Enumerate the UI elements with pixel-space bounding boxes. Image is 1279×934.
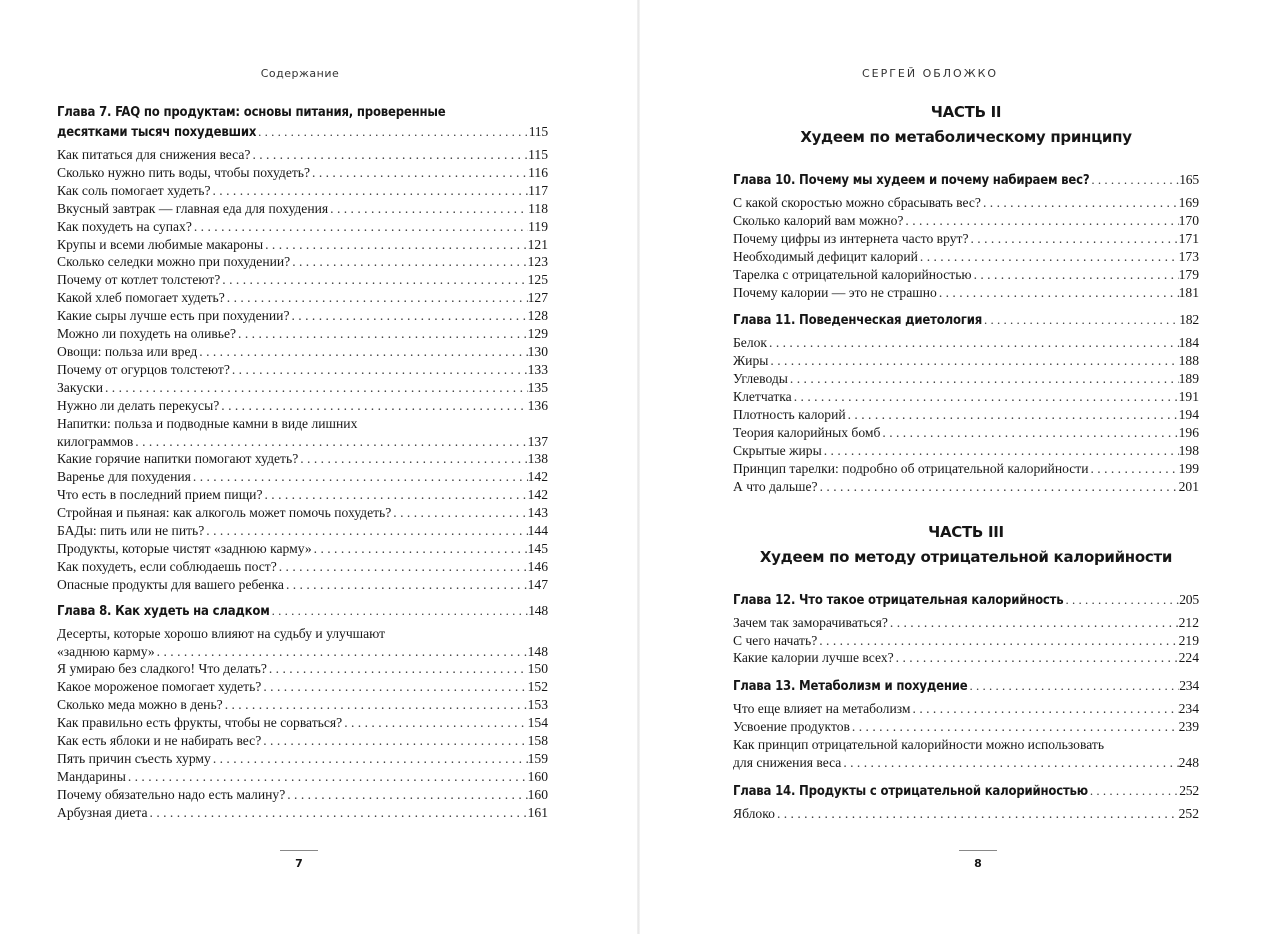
page-number: 252 (1178, 805, 1199, 821)
page-number: 118 (528, 200, 548, 216)
dot-leader (223, 696, 528, 714)
dot-leader (982, 310, 1179, 329)
page-number: 133 (527, 361, 548, 377)
toc-entry-title: Стройная и пьяная: как алкоголь может помочь похудеть? (57, 505, 392, 521)
toc-entry-title: Теория калорийных бомб (733, 424, 881, 440)
toc-entry[interactable] (57, 714, 548, 732)
page-number: 182 (1179, 312, 1199, 328)
dot-leader (967, 676, 1179, 695)
toc-entry-title: Вкусный завтрак — главная еда для похудения (57, 200, 329, 216)
toc-entry[interactable] (57, 236, 548, 254)
toc-entry[interactable] (733, 406, 1199, 424)
right-page (640, 0, 1279, 934)
dot-leader (261, 732, 527, 750)
toc-entry-title: Тарелка с отрицательной калорийностью (733, 266, 972, 282)
page-number: 159 (527, 751, 548, 766)
toc-entry[interactable] (733, 805, 1199, 823)
page-number: 224 (1178, 650, 1199, 666)
chapter-7-entries (57, 146, 548, 415)
dot-leader (290, 253, 527, 271)
toc-entry-title: Почему калории — это не страшно (733, 284, 937, 300)
toc-entry[interactable] (57, 433, 548, 451)
toc-entry-title: Сколько калорий вам можно? (733, 212, 904, 228)
toc-entry-title: Нужно ли делать перекусы? (57, 397, 220, 413)
page-number: 116 (528, 164, 548, 180)
toc-entry-title: Белок (733, 335, 768, 351)
page-number: 152 (527, 679, 548, 695)
dot-leader (918, 248, 1179, 266)
dot-leader (261, 678, 527, 696)
folio-number: 7 (295, 857, 303, 870)
toc-entry[interactable] (57, 325, 548, 343)
toc-entry-title: Можно ли похудеть на оливье? (57, 326, 237, 342)
chapter-7-entries-continued (57, 450, 548, 593)
page-number: 115 (528, 124, 548, 139)
toc-entry[interactable] (57, 504, 548, 522)
toc-entry[interactable] (57, 253, 548, 271)
toc-entry-title: Почему от огурцов толстеют? (57, 361, 230, 377)
toc-entry[interactable] (733, 478, 1199, 496)
page-number: 138 (527, 451, 548, 467)
dot-leader (310, 164, 528, 182)
toc-entry[interactable] (57, 732, 548, 750)
toc-entry[interactable] (733, 212, 1199, 230)
dot-leader (981, 194, 1179, 212)
dot-leader (211, 750, 528, 768)
dot-leader (211, 182, 529, 200)
page-number: 170 (1178, 212, 1199, 228)
chapter-title-line: Глава 7. FAQ по продуктам: основы питания, проверенные (57, 105, 446, 120)
chapter-title: Глава 10. Почему мы худеем и почему набираем вес? (733, 173, 1090, 188)
toc-entry[interactable] (733, 266, 1199, 284)
toc-entry-title: Закуски (57, 379, 103, 395)
toc-entry-title: Как правильно есть фрукты, чтобы не сорваться? (57, 715, 343, 731)
toc-entry-title: Какой хлеб помогает худеть? (57, 290, 225, 306)
dot-leader (903, 212, 1178, 230)
page-number: 128 (527, 308, 548, 324)
toc-entry[interactable] (57, 182, 548, 200)
chapter-title: Глава 11. Поведенческая диетология (733, 313, 982, 329)
dot-leader (937, 284, 1179, 302)
page-number: 165 (1179, 172, 1199, 187)
toc-entry[interactable] (733, 284, 1199, 302)
dot-leader (391, 504, 527, 522)
page-number: 137 (527, 433, 548, 449)
page-number: 239 (1178, 719, 1199, 735)
page-number: 219 (1178, 632, 1199, 648)
folio-number: 8 (974, 857, 982, 870)
page-number-footer (269, 850, 329, 870)
page-number: 201 (1178, 478, 1199, 494)
dot-leader (230, 361, 528, 379)
toc-entry-title: килограммов (57, 433, 134, 449)
dot-leader (775, 805, 1179, 823)
page-number: 145 (527, 540, 548, 556)
toc-entry-title: Как похудеть на супах? (57, 218, 192, 234)
toc-entry-title: Зачем так заморачиваться? (733, 614, 888, 630)
toc-entry-title: Яблоко (733, 805, 775, 821)
toc-entry-title: Что есть в последний прием пищи? (57, 487, 263, 503)
toc-entry-title: Арбузная диета (57, 804, 148, 820)
page-number: 135 (527, 379, 548, 395)
dot-leader (846, 406, 1179, 424)
toc-entry[interactable] (733, 754, 1199, 772)
page-number: 179 (1178, 266, 1199, 282)
chapter-13-heading[interactable] (733, 676, 1199, 696)
page-number: 234 (1178, 701, 1199, 717)
dot-leader (256, 122, 529, 141)
toc-entry[interactable] (57, 218, 548, 236)
toc-entry-title: Мандарины (57, 768, 126, 784)
toc-entry[interactable] (57, 289, 548, 307)
folio-rule (280, 850, 318, 851)
dot-leader (250, 146, 528, 164)
toc-entry[interactable] (733, 248, 1199, 266)
dot-leader (818, 478, 1179, 496)
chapter-13-entries (733, 700, 1199, 736)
toc-entry-title: для снижения веса (733, 755, 842, 771)
toc-right (733, 100, 1199, 823)
part-label: ЧАСТЬ III (928, 522, 1004, 541)
toc-entry-title: Усвоение продуктов (733, 719, 850, 735)
dot-leader (267, 660, 528, 678)
toc-entry-title[interactable]: Как принцип отрицательной калорийности можно использовать (733, 737, 1105, 753)
page-number: 160 (527, 768, 548, 784)
page-number: 198 (1178, 442, 1199, 458)
dot-leader (284, 576, 528, 594)
dot-leader (126, 768, 528, 786)
dot-leader (1088, 460, 1178, 478)
page-number: 127 (527, 290, 548, 306)
page-number: 161 (527, 804, 548, 820)
toc-entry-title: Клетчатка (733, 389, 792, 405)
toc-entry[interactable] (57, 750, 548, 768)
toc-entry[interactable] (57, 271, 548, 289)
page-number: 205 (1179, 591, 1199, 607)
page-number: 130 (527, 343, 548, 359)
dot-leader (204, 522, 527, 540)
toc-entry-title: Скрытые жиры (733, 442, 822, 458)
toc-entry[interactable] (733, 424, 1199, 442)
toc-entry[interactable] (733, 334, 1199, 352)
toc-entry-title: БАДы: пить или не пить? (57, 523, 205, 539)
part-title: Худеем по методу отрицательной калорийности (759, 547, 1173, 566)
page-number: 142 (527, 487, 548, 503)
part-title: Худеем по метаболическому принципу (800, 128, 1132, 146)
toc-entry[interactable] (57, 643, 548, 661)
chapter-title: Глава 12. Что такое отрицательная калорийность (733, 592, 1064, 608)
dot-leader (792, 388, 1179, 406)
toc-entry[interactable] (57, 522, 548, 540)
page-number: 136 (527, 397, 548, 413)
toc-entry-title: С какой скоростью можно сбрасывать вес? (733, 195, 981, 210)
toc-entry-title: Как соль помогает худеть? (57, 182, 211, 198)
toc-entry[interactable] (733, 370, 1199, 388)
dot-leader (788, 370, 1179, 388)
page-number: 181 (1178, 284, 1199, 300)
toc-entry-title: Жиры (733, 353, 769, 369)
dot-leader (880, 424, 1178, 442)
part-label: ЧАСТЬ II (930, 103, 1002, 121)
toc-entry-title: Я умираю без сладкого! Что делать? (57, 661, 267, 677)
dot-leader (822, 442, 1179, 460)
page-number: 146 (527, 558, 548, 574)
dot-leader (219, 397, 527, 415)
toc-entry[interactable] (57, 696, 548, 714)
toc-entry[interactable] (733, 460, 1199, 478)
page-number: 173 (1178, 248, 1199, 264)
dot-leader (768, 352, 1178, 370)
toc-entry-title: Какие горячие напитки помогают худеть? (57, 451, 299, 467)
page-number: 194 (1178, 407, 1199, 423)
toc-entry-title: Почему цифры из интернета часто врут? (733, 230, 969, 246)
page-number: 123 (527, 254, 548, 270)
dot-leader (1088, 781, 1179, 800)
toc-entry-title: Углеводы (733, 371, 788, 387)
toc-entry[interactable] (733, 230, 1199, 248)
page-number: 121 (527, 236, 548, 252)
page-number: 142 (527, 469, 548, 485)
toc-entry[interactable] (57, 678, 548, 696)
dot-leader (148, 804, 528, 822)
page-number: 169 (1178, 195, 1199, 210)
toc-entry[interactable] (733, 649, 1199, 667)
dot-leader (290, 307, 528, 325)
toc-entry-title: Как похудеть, если соблюдаешь пост? (57, 558, 277, 574)
toc-entry-title: Что еще влияет на метаболизм (733, 701, 911, 717)
toc-entry[interactable] (57, 768, 548, 786)
page-number: 160 (527, 786, 548, 802)
chapter-10-entries (733, 194, 1199, 301)
folio-rule (959, 850, 997, 851)
toc-entry[interactable] (57, 450, 548, 468)
dot-leader (285, 786, 527, 804)
toc-entry-title: Крупы и всеми любимые макароны (57, 236, 264, 252)
chapter-title: Глава 8. Как худеть на сладком (57, 603, 270, 619)
page-number: 129 (527, 326, 548, 342)
toc-entry-title: Пять причин съесть хурму (57, 751, 211, 766)
page-number: 189 (1178, 371, 1199, 387)
toc-entry[interactable] (57, 468, 548, 486)
dot-leader (767, 334, 1179, 352)
dot-leader (263, 236, 528, 254)
dot-leader (312, 540, 528, 558)
toc-entry[interactable] (733, 442, 1199, 460)
page-number: 191 (1178, 389, 1199, 405)
page-number: 154 (527, 715, 548, 731)
chapter-7-heading[interactable] (57, 103, 548, 142)
page-number: 199 (1178, 460, 1199, 476)
dot-leader (197, 343, 527, 361)
toc-entry-title: Какое мороженое помогает худеть? (57, 679, 262, 695)
page-number: 148 (528, 602, 548, 618)
toc-entry[interactable] (57, 576, 548, 594)
dot-leader (1089, 170, 1179, 189)
page-number: 252 (1179, 782, 1199, 798)
toc-entry[interactable] (733, 388, 1199, 406)
toc-entry-title: Опасные продукты для вашего ребенка (57, 576, 284, 592)
toc-entry[interactable] (57, 164, 548, 182)
chapter-10-heading[interactable] (733, 170, 1199, 190)
page-number: 143 (527, 505, 548, 521)
toc-entry-title[interactable]: Напитки: польза и подводные камни в виде лишних (57, 415, 358, 431)
dot-leader (911, 700, 1179, 718)
dot-leader (191, 468, 528, 486)
chapter-8-heading[interactable] (57, 601, 548, 621)
dot-leader (328, 200, 528, 218)
page-number: 184 (1178, 335, 1199, 351)
page-number: 148 (527, 643, 548, 659)
chapter-14-entries (733, 805, 1199, 823)
toc-entry[interactable] (57, 200, 548, 218)
page-number: 119 (528, 218, 548, 234)
page-number: 115 (528, 147, 548, 162)
dot-leader (298, 450, 527, 468)
dot-leader (1063, 590, 1179, 609)
dot-leader (133, 433, 527, 451)
dot-leader (972, 266, 1179, 284)
toc-entry[interactable] (57, 786, 548, 804)
toc-entry-title: Почему от котлет толстеют? (57, 272, 221, 288)
toc-entry-title: Варенье для похудения (57, 469, 191, 485)
dot-leader (103, 379, 528, 397)
left-page (0, 0, 639, 934)
page-number-footer (948, 850, 1008, 870)
part-2-heading (733, 100, 1199, 150)
chapter-title-line: десятками тысяч похудевших (57, 125, 257, 140)
toc-entry-title: Продукты, которые чистят «заднюю карму» (57, 540, 312, 556)
toc-entry[interactable] (57, 379, 548, 397)
chapter-11-heading[interactable] (733, 310, 1199, 330)
toc-entry-title: Сколько нужно пить воды, чтобы похудеть? (57, 164, 311, 180)
toc-entry[interactable] (57, 307, 548, 325)
dot-leader (817, 632, 1178, 650)
chapter-14-heading[interactable] (733, 781, 1199, 801)
toc-entry[interactable] (57, 804, 548, 822)
dot-leader (155, 643, 528, 661)
toc-entry[interactable] (57, 343, 548, 361)
page-number: 171 (1178, 230, 1199, 246)
part-3-heading (733, 520, 1199, 570)
page-number: 117 (528, 182, 548, 198)
page-number: 234 (1179, 678, 1199, 694)
toc-entry[interactable] (57, 361, 548, 379)
toc-entry[interactable] (733, 700, 1199, 718)
dot-leader (225, 289, 528, 307)
toc-entry-title: С чего начать? (733, 632, 818, 648)
chapter-11-entries (733, 334, 1199, 495)
page-number: 188 (1178, 353, 1199, 369)
page-number: 147 (527, 576, 548, 592)
dot-leader (342, 714, 527, 732)
toc-entry[interactable] (57, 486, 548, 504)
dot-leader (894, 649, 1179, 667)
chapter-8-entries (57, 660, 548, 821)
chapter-12-heading[interactable] (733, 590, 1199, 610)
dot-leader (220, 271, 527, 289)
toc-entry-title: Плотность калорий (733, 407, 846, 423)
toc-entry[interactable] (57, 558, 548, 576)
toc-entry-title: Принцип тарелки: подробно об отрицательной калорийности (733, 460, 1089, 476)
dot-leader (277, 558, 528, 576)
dot-leader (888, 614, 1179, 632)
toc-entry[interactable] (733, 718, 1199, 736)
toc-entry-title: Необходимый дефицит калорий (733, 248, 918, 264)
page-number: 153 (527, 697, 548, 713)
toc-entry[interactable] (733, 614, 1199, 632)
page-number: 248 (1178, 755, 1199, 771)
page-number: 150 (527, 661, 548, 677)
toc-entry[interactable] (57, 146, 548, 164)
toc-entry-title: Как питаться для снижения веса? (57, 147, 251, 162)
toc-entry[interactable] (57, 660, 548, 678)
toc-entry-title: А что дальше? (733, 478, 818, 494)
dot-leader (236, 325, 528, 343)
toc-entry-title: «заднюю карму» (57, 643, 155, 659)
page-number: 212 (1178, 614, 1199, 630)
running-head: Содержание (260, 67, 340, 80)
chapter-12-entries (733, 614, 1199, 668)
toc-entry-title: Сколько меда можно в день? (57, 697, 223, 713)
toc-entry-title: Сколько селедки можно при похудении? (57, 254, 291, 270)
toc-entry-title: Как есть яблоки и не набирать вес? (57, 733, 262, 749)
page-number: 144 (527, 523, 548, 539)
dot-leader (850, 718, 1179, 736)
toc-entry-title: Какие сыры лучше есть при похудении? (57, 308, 290, 324)
toc-entry[interactable] (733, 632, 1199, 650)
dot-leader (969, 230, 1179, 248)
dot-leader (262, 486, 527, 504)
running-head: СЕРГЕЙ ОБЛОЖКО (861, 67, 999, 80)
toc-entry-title: Какие калории лучше всех? (733, 650, 894, 666)
dot-leader (270, 601, 529, 620)
page-number: 125 (527, 272, 548, 288)
dot-leader (841, 754, 1178, 772)
toc-entry[interactable] (733, 352, 1199, 370)
chapter-title: Глава 13. Метаболизм и похудение (733, 679, 968, 695)
toc-entry-title: Почему обязательно надо есть малину? (57, 786, 286, 802)
dot-leader (192, 218, 528, 236)
toc-entry[interactable] (57, 540, 548, 558)
toc-entry[interactable] (57, 397, 548, 415)
toc-entry-title: Овощи: польза или вред (57, 343, 198, 359)
toc-entry-title[interactable]: Десерты, которые хорошо влияют на судьбу и улучшают (57, 625, 386, 641)
toc-entry[interactable] (733, 194, 1199, 212)
toc-left (57, 103, 548, 822)
page-number: 196 (1178, 424, 1199, 440)
page-number: 158 (527, 733, 548, 749)
chapter-title: Глава 14. Продукты с отрицательной калорийностью (733, 783, 1088, 799)
